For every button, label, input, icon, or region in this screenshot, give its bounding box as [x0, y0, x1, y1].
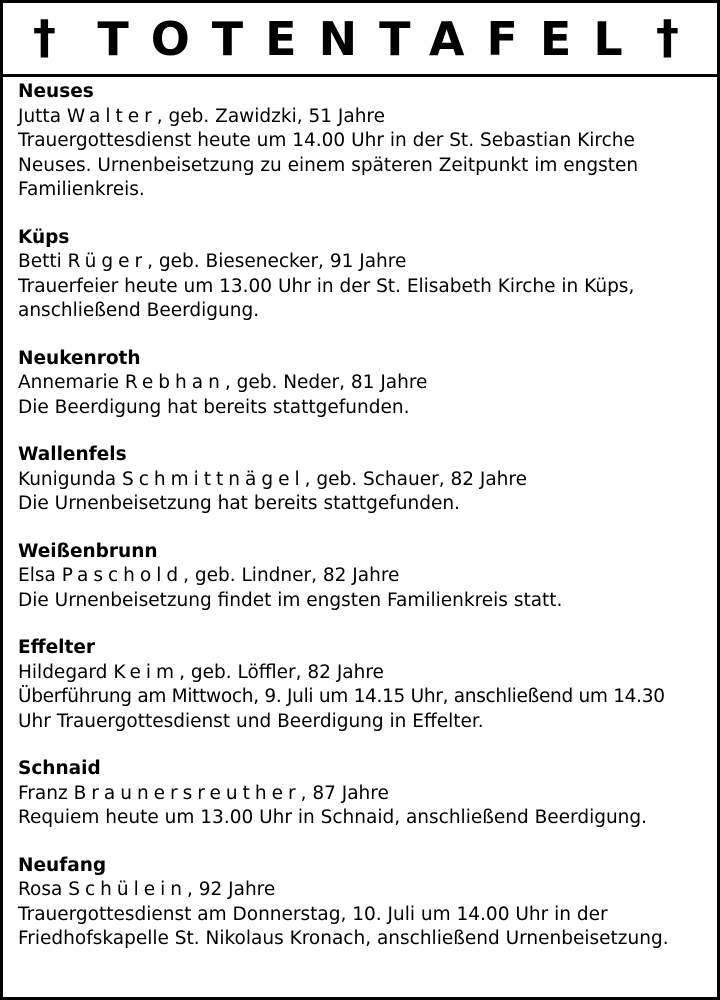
obituary-entry: [18, 443, 714, 517]
header-divider: [3, 74, 717, 77]
entry-detail: anschließend Beerdigung.: [18, 300, 260, 321]
entry-name-line: [18, 661, 714, 686]
entry-detail: Überführung am Mittwoch, 9. Juli um 14.15 Uhr, anschließend um 14.30: [18, 686, 665, 707]
name-suffix: , geb. Neder, 81 Jahre: [224, 372, 428, 393]
name-suffix: , geb. Biesenecker, 91 Jahre: [147, 251, 407, 272]
surname: Schmittnägel: [121, 468, 305, 490]
obituary-entry: [18, 347, 714, 421]
first-name: Kunigunda: [18, 468, 117, 490]
obituary-entry: [18, 226, 714, 324]
surname: Walter: [66, 105, 157, 127]
obituary-entry: [18, 854, 714, 952]
surname: Keim: [113, 661, 180, 683]
name-suffix: , geb. Zawidzki, 51 Jahre: [156, 105, 386, 127]
entry-detail: Trauergottesdienst heute um 14.00 Uhr in der St. Sebastian Kirche: [18, 130, 635, 151]
entry-place: Neukenroth: [18, 347, 141, 369]
entry-place: Neufang: [18, 854, 107, 876]
entry-place: Neuses: [18, 81, 94, 102]
entry-place: Schnaid: [18, 758, 101, 779]
entry-detail: Trauergottesdienst am Donnerstag, 10. Juli um 14.00 Uhr in der: [18, 903, 608, 925]
obituary-entry: [18, 540, 714, 614]
entry-place: Weißenbrunn: [18, 540, 158, 562]
name-suffix: , geb. Löffler, 82 Jahre: [179, 661, 384, 683]
cross-left-icon: †: [33, 10, 56, 64]
entry-place: Wallenfels: [18, 444, 127, 465]
cross-right-icon: †: [656, 10, 679, 64]
entry-name-line: [18, 250, 714, 275]
name-suffix: , 92 Jahre: [186, 879, 276, 900]
entry-name-line: [18, 878, 714, 903]
entry-name-line: [18, 105, 714, 130]
entry-place: Effelter: [18, 637, 96, 658]
entry-name-line: [18, 564, 714, 589]
first-name: Jutta: [18, 105, 62, 127]
first-name: Franz: [18, 782, 68, 804]
entry-place: Küps: [18, 226, 70, 248]
name-suffix: , geb. Schauer, 82 Jahre: [304, 468, 527, 490]
first-name: Hildegard: [18, 661, 108, 683]
first-name: Rosa: [18, 879, 63, 900]
entry-name-line: [18, 371, 714, 396]
surname: Rebhan: [124, 372, 225, 393]
surname: Paschold: [61, 565, 184, 586]
entry-detail: Trauerfeier heute um 13.00 Uhr in der St. Elisabeth Kirche in Küps,: [18, 275, 635, 297]
first-name: Elsa: [18, 565, 56, 586]
obituary-list: [18, 80, 714, 975]
obituary-entry: [18, 80, 714, 203]
name-suffix: , 87 Jahre: [300, 782, 389, 804]
first-name: Annemarie: [18, 372, 119, 393]
entry-detail: Uhr Trauergottesdienst und Beerdigung in Effelter.: [18, 710, 484, 732]
entry-detail: Neuses. Urnenbeisetzung zu einem späteren Zeitpunkt im engsten: [18, 154, 639, 176]
entry-detail: Familienkreis.: [18, 179, 145, 200]
entry-detail: Die Urnenbeisetzung findet im engsten Familienkreis statt.: [18, 589, 563, 611]
entry-name-line: [18, 782, 714, 807]
entry-detail: Die Beerdigung hat bereits stattgefunden.: [18, 396, 410, 418]
obituary-entry: [18, 757, 714, 831]
surname: Braunersreuther: [73, 782, 301, 804]
entry-name-line: [18, 468, 714, 493]
first-name: Betti: [18, 251, 62, 272]
page-title: TOTENTAFEL: [97, 12, 645, 66]
surname: Rüger: [67, 251, 148, 272]
surname: Schülein: [68, 879, 187, 900]
header: [3, 3, 717, 75]
entry-detail: Requiem heute um 13.00 Uhr in Schnaid, anschließend Beerdigung.: [18, 807, 648, 828]
obituary-entry: [18, 636, 714, 734]
entry-detail: Die Urnenbeisetzung hat bereits stattgefunden.: [18, 493, 460, 514]
entry-detail: Friedhofskapelle St. Nikolaus Kronach, anschließend Urnenbeisetzung.: [18, 928, 669, 949]
name-suffix: , geb. Lindner, 82 Jahre: [183, 565, 400, 586]
